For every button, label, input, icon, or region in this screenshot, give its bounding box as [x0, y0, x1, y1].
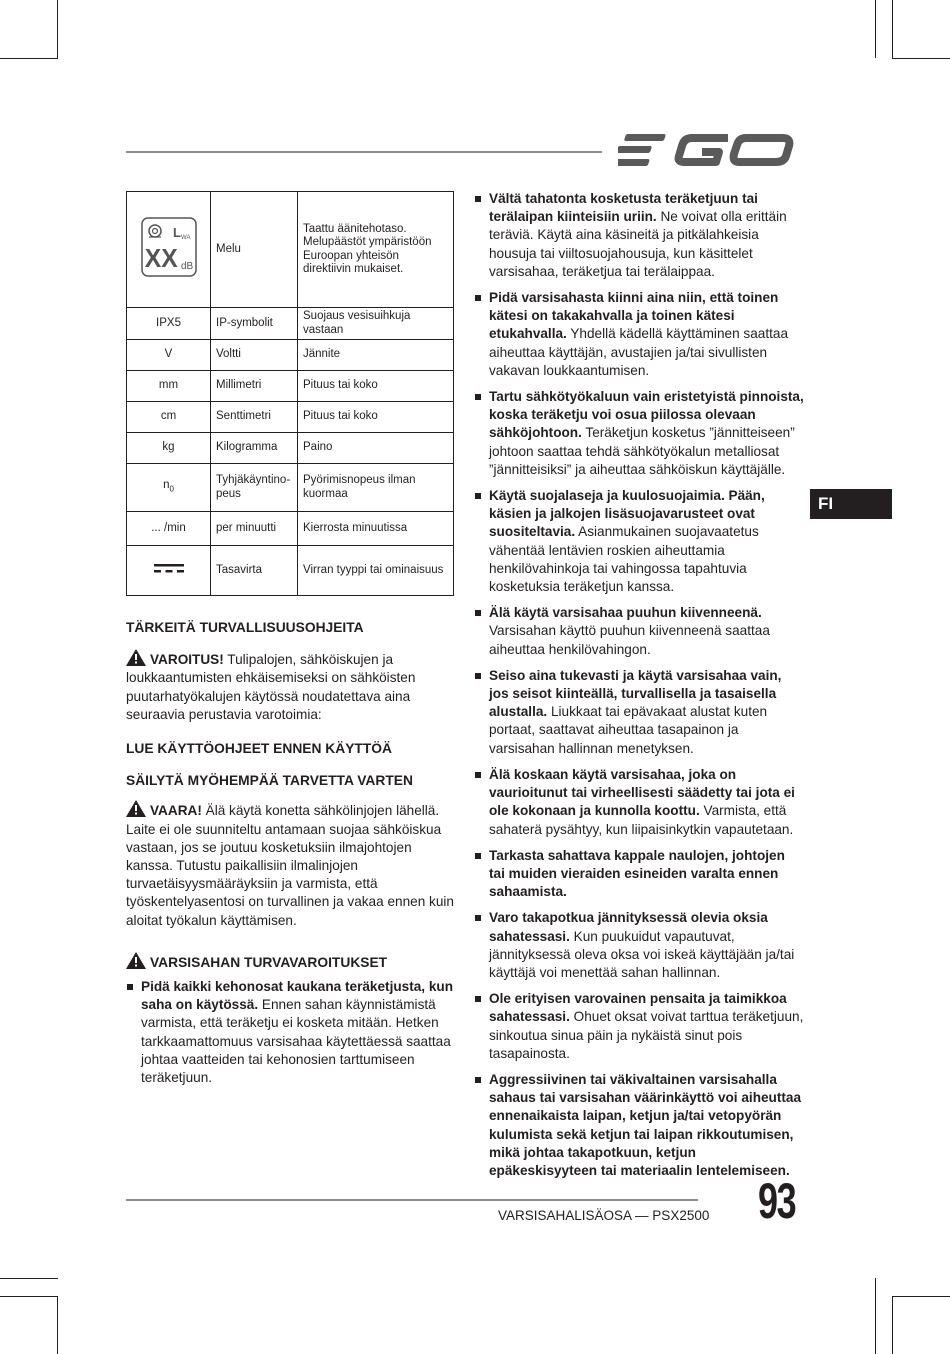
- bullet-text: Asianmukainen suojavaatetus vähentää lentävien roskien aiheuttamia henkilövahinkoja tai vahingossa tapahtuvia kosketuksia teräketjun kanssa.: [489, 524, 759, 595]
- page-number: 93: [758, 1173, 796, 1229]
- crop-mark: [57, 0, 58, 58]
- crop-mark: [875, 0, 876, 58]
- crop-mark: [875, 1278, 876, 1354]
- svg-text:L: L: [172, 225, 181, 241]
- bullet-item: [474, 190, 804, 281]
- bullet-item: [474, 847, 804, 902]
- bullet-bold: Seiso aina tukevasti ja käytä varsisahaa vain, jos seisot kiinteällä, turvallisella ja tasaisella alustalla.: [489, 667, 782, 720]
- crop-mark: [57, 1296, 58, 1354]
- pole-saw-heading-row: [126, 952, 456, 972]
- symbol-name: per minuutti: [211, 512, 298, 546]
- bullet-text: Varsisahan käyttö puuhun kiivenneenä saattaa aiheuttaa henkilövahingon.: [489, 623, 770, 657]
- symbol-description: Pituus tai koko: [298, 402, 454, 433]
- warning-text: Tulipalojen, sähköiskujen ja loukkaantumisten ehkäisemiseksi on sähköisten puutarhatyökalujen käytössä noudatettava aina seuraavia perustavia varotoimia:: [126, 652, 416, 722]
- table-row: [127, 512, 454, 546]
- svg-text:XX: XX: [144, 244, 178, 274]
- bullet-text: Teräketjun kosketus ”jännitteiseen” johtoon saattaa tehdä sähkötyökalun metalliosat ”jännitteisiksi” ja aiheuttaa sähköiskun käyttäjälle.: [489, 425, 795, 477]
- bullet-bold: Aggressiivinen tai väkivaltainen varsisahalla sahaus tai varsisahan väärinkäyttö voi aiheuttaa ennenaikaista laipan, ketjun ja/tai vetopyörän kulumista sekä ketjun tai laipan rikkoutumisen, mikä johtaa takapotkuun, ketjun epäkeskisyyteen tai materiaalin lentelemiseen.: [489, 1071, 802, 1178]
- keep-manual-heading: SÄILYTÄ MYÖHEMPÄÄ TARVETTA VARTEN: [126, 773, 413, 789]
- symbol-text: $n_0$: [163, 479, 174, 494]
- crop-mark: [892, 1296, 893, 1354]
- ego-logo: [618, 128, 800, 172]
- warning-label: VAROITUS!: [150, 652, 224, 668]
- bullet-item: [126, 978, 456, 1087]
- bullet-bold: Käytä suojalaseja ja kuulosuojaimia. Pään, käsien ja jalkojen lisäsuojavarusteet ovat suositeltavia.: [489, 488, 765, 540]
- symbol-name: Kilogramma: [211, 433, 298, 464]
- bullet-item: [474, 604, 804, 659]
- left-column: [126, 619, 456, 1095]
- crop-mark: [892, 58, 950, 59]
- symbol-cell: ... /min: [127, 512, 211, 546]
- bullet-text: Ne voivat olla erittäin teräviä. Käytä aina käsineitä ja pitkälahkeisia housuja tai viiltosuojahousuja, kun käsittelet varsisahaa, teräketjua tai terälaippaa.: [489, 209, 787, 279]
- symbol-description: Kierrosta minuutissa: [298, 512, 454, 546]
- symbols-table: [126, 191, 454, 596]
- symbol-name: Millimetri: [211, 371, 298, 402]
- bullet-item: [474, 487, 804, 596]
- bullet-bold: Pidä varsisahasta kiinni aina niin, että toinen kätesi on takakahvalla ja toinen kätesi etukahvalla.: [489, 290, 779, 342]
- table-row: [127, 464, 454, 512]
- bullet-bold: Älä käytä varsisahaa puuhun kiivenneenä.: [489, 605, 762, 621]
- symbol-name: Tasavirta: [211, 546, 298, 596]
- bullet-bold: Varo takapotkua jännityksessä olevia oksia sahatessasi.: [489, 910, 768, 944]
- symbol-cell: [127, 464, 211, 512]
- left-bullet-list: [126, 978, 456, 1087]
- danger-label: VAARA!: [150, 803, 202, 819]
- symbol-description: Pituus tai koko: [298, 371, 454, 402]
- warning-triangle-icon: [126, 952, 146, 969]
- safety-heading: TÄRKEITÄ TURVALLISUUSOHJEITA: [126, 620, 364, 635]
- svg-text:WA: WA: [180, 235, 190, 242]
- symbol-cell: kg: [127, 433, 211, 464]
- table-row: [127, 371, 454, 402]
- bullet-bold: Ole erityisen varovainen pensaita ja taimikkoa sahatessasi.: [489, 991, 787, 1025]
- bullet-bold: Tarkasta sahattava kappale naulojen, johtojen tai muiden vieraiden esineiden varalta ennen sahaamista.: [489, 847, 785, 900]
- symbol-cell: cm: [127, 402, 211, 433]
- symbol-cell: mm: [127, 371, 211, 402]
- direct-current-icon: [154, 562, 184, 574]
- warning-triangle-icon: [126, 800, 146, 817]
- table-row: [127, 546, 454, 596]
- right-bullet-list: [474, 190, 804, 1180]
- language-tab: FI: [810, 489, 892, 519]
- table-row: [127, 433, 454, 464]
- crop-mark: [0, 58, 58, 59]
- pole-saw-heading: VARSISAHAN TURVAVAROITUKSET: [150, 954, 388, 970]
- symbol-name: Voltti: [211, 340, 298, 371]
- bullet-item: [474, 1071, 804, 1180]
- warning-triangle-icon: [126, 649, 146, 666]
- bullet-bold: Pidä kaikki kehonosat kaukana teräketjusta, kun saha on käytössä.: [141, 979, 454, 1013]
- crop-mark: [892, 0, 893, 58]
- bullet-bold: Älä koskaan käytä varsisahaa, joka on vaurioitunut tai virheellisesti säädetty tai jota ei ole kokonaan ja kunnolla koottu.: [489, 766, 795, 819]
- symbol-description: Jännite: [298, 340, 454, 371]
- header-rule: [126, 151, 602, 153]
- symbol-description: Paino: [298, 433, 454, 464]
- bullet-text: Kun puukuidut vapautuvat, jännityksessä oleva oksa voi iskeä käyttäjään ja/tai käyttäjä voi menettää sahan hallinnan.: [489, 928, 795, 980]
- symbol-name: Tyhjäkäyntino-peus: [211, 464, 298, 512]
- bullet-item: [474, 909, 804, 982]
- bullet-text: Varmista, että sahaterä pysähtyy, kun liipaisinkytkin vapautetaan.: [489, 803, 794, 837]
- crop-mark: [0, 1278, 58, 1279]
- right-column: [474, 190, 804, 1188]
- bullet-text: Ohuet oksat voivat tarttua teräketjuun, sinkoutua sinua päin ja nykäistä sinut pois tasapainosta.: [489, 1009, 804, 1061]
- symbol-description: Pyörimisnopeus ilman kuormaa: [298, 464, 454, 512]
- symbol-cell: [127, 192, 211, 308]
- symbol-name: Senttimetri: [211, 402, 298, 433]
- danger-paragraph: [126, 800, 456, 929]
- crop-mark: [0, 1296, 58, 1297]
- svg-text:dB: dB: [180, 261, 193, 273]
- read-manual-heading: LUE KÄYTTÖOHJEET ENNEN KÄYTTÖÄ: [126, 741, 392, 757]
- footer-rule: [126, 1199, 698, 1201]
- table-row: [127, 192, 454, 308]
- bullet-text: Ennen sahan käynnistämistä varmista, että teräketju ei kosketa mitään. Hetken tarkkaamattomuus varsisahaa käytettäessä saattaa johtaa vaatteiden tai kehonosien tarttumiseen teräketjuun.: [141, 997, 451, 1086]
- bullet-item: [474, 388, 804, 479]
- bullet-bold: Vältä tahatonta kosketusta teräketjuun tai terälaipan kiinteisiin uriin.: [489, 191, 758, 225]
- bullet-text: Yhdellä kädellä käyttäminen saattaa aiheuttaa käyttäjän, avustajien ja/tai sivullisten vakavan loukkaantumisen.: [489, 326, 788, 378]
- table-row: [127, 402, 454, 433]
- symbol-description: Taattu äänitehotaso. Melupäästöt ympäristöön Euroopan yhteisön direktiivin mukaiset.: [298, 192, 454, 308]
- danger-text: Älä käytä konetta sähkölinjojen lähellä. Laite ei ole suunniteltu antamaan suojaa sähköiskua vastaan, jos se joutuu kosketuksiin ilmajohtojen kanssa. Tutustu paikallisiin ilmalinjojen turvaetäisyysmääräyksiin ja varmista, että työskentelyasentosi on turvallinen ja vakaa ennen kuin aloitat työkalun käyttämisen.: [126, 803, 454, 928]
- symbol-name: IP-symbolit: [211, 308, 298, 340]
- table-row: [127, 308, 454, 340]
- bullet-bold: Tartu sähkötyökaluun vain eristetyistä pinnoista, koska teräketju voi osua piilossa olevaan sähköjohtoon.: [489, 389, 804, 441]
- bullet-item: [474, 667, 804, 758]
- warning-paragraph: [126, 649, 456, 724]
- crop-mark: [892, 1296, 950, 1297]
- bullet-item: [474, 990, 804, 1063]
- symbol-description: Suojaus vesisuihkuja vastaan: [298, 308, 454, 340]
- bullet-item: [474, 766, 804, 839]
- sound-power-label-icon: [141, 217, 197, 277]
- bullet-item: [474, 289, 804, 380]
- table-row: [127, 340, 454, 371]
- symbol-cell: V: [127, 340, 211, 371]
- symbol-name: Melu: [211, 192, 298, 308]
- symbol-cell: IPX5: [127, 308, 211, 340]
- symbol-cell: [127, 546, 211, 596]
- bullet-text: Liukkaat tai epävakaat alustat kuten portaat, saattavat aiheuttaa tasapainon ja varsisahan hallinnan menetyksen.: [489, 704, 768, 756]
- footer-title: VARSISAHALISÄOSA — PSX2500: [498, 1208, 710, 1223]
- symbol-description: Virran tyyppi tai ominaisuus: [298, 546, 454, 596]
